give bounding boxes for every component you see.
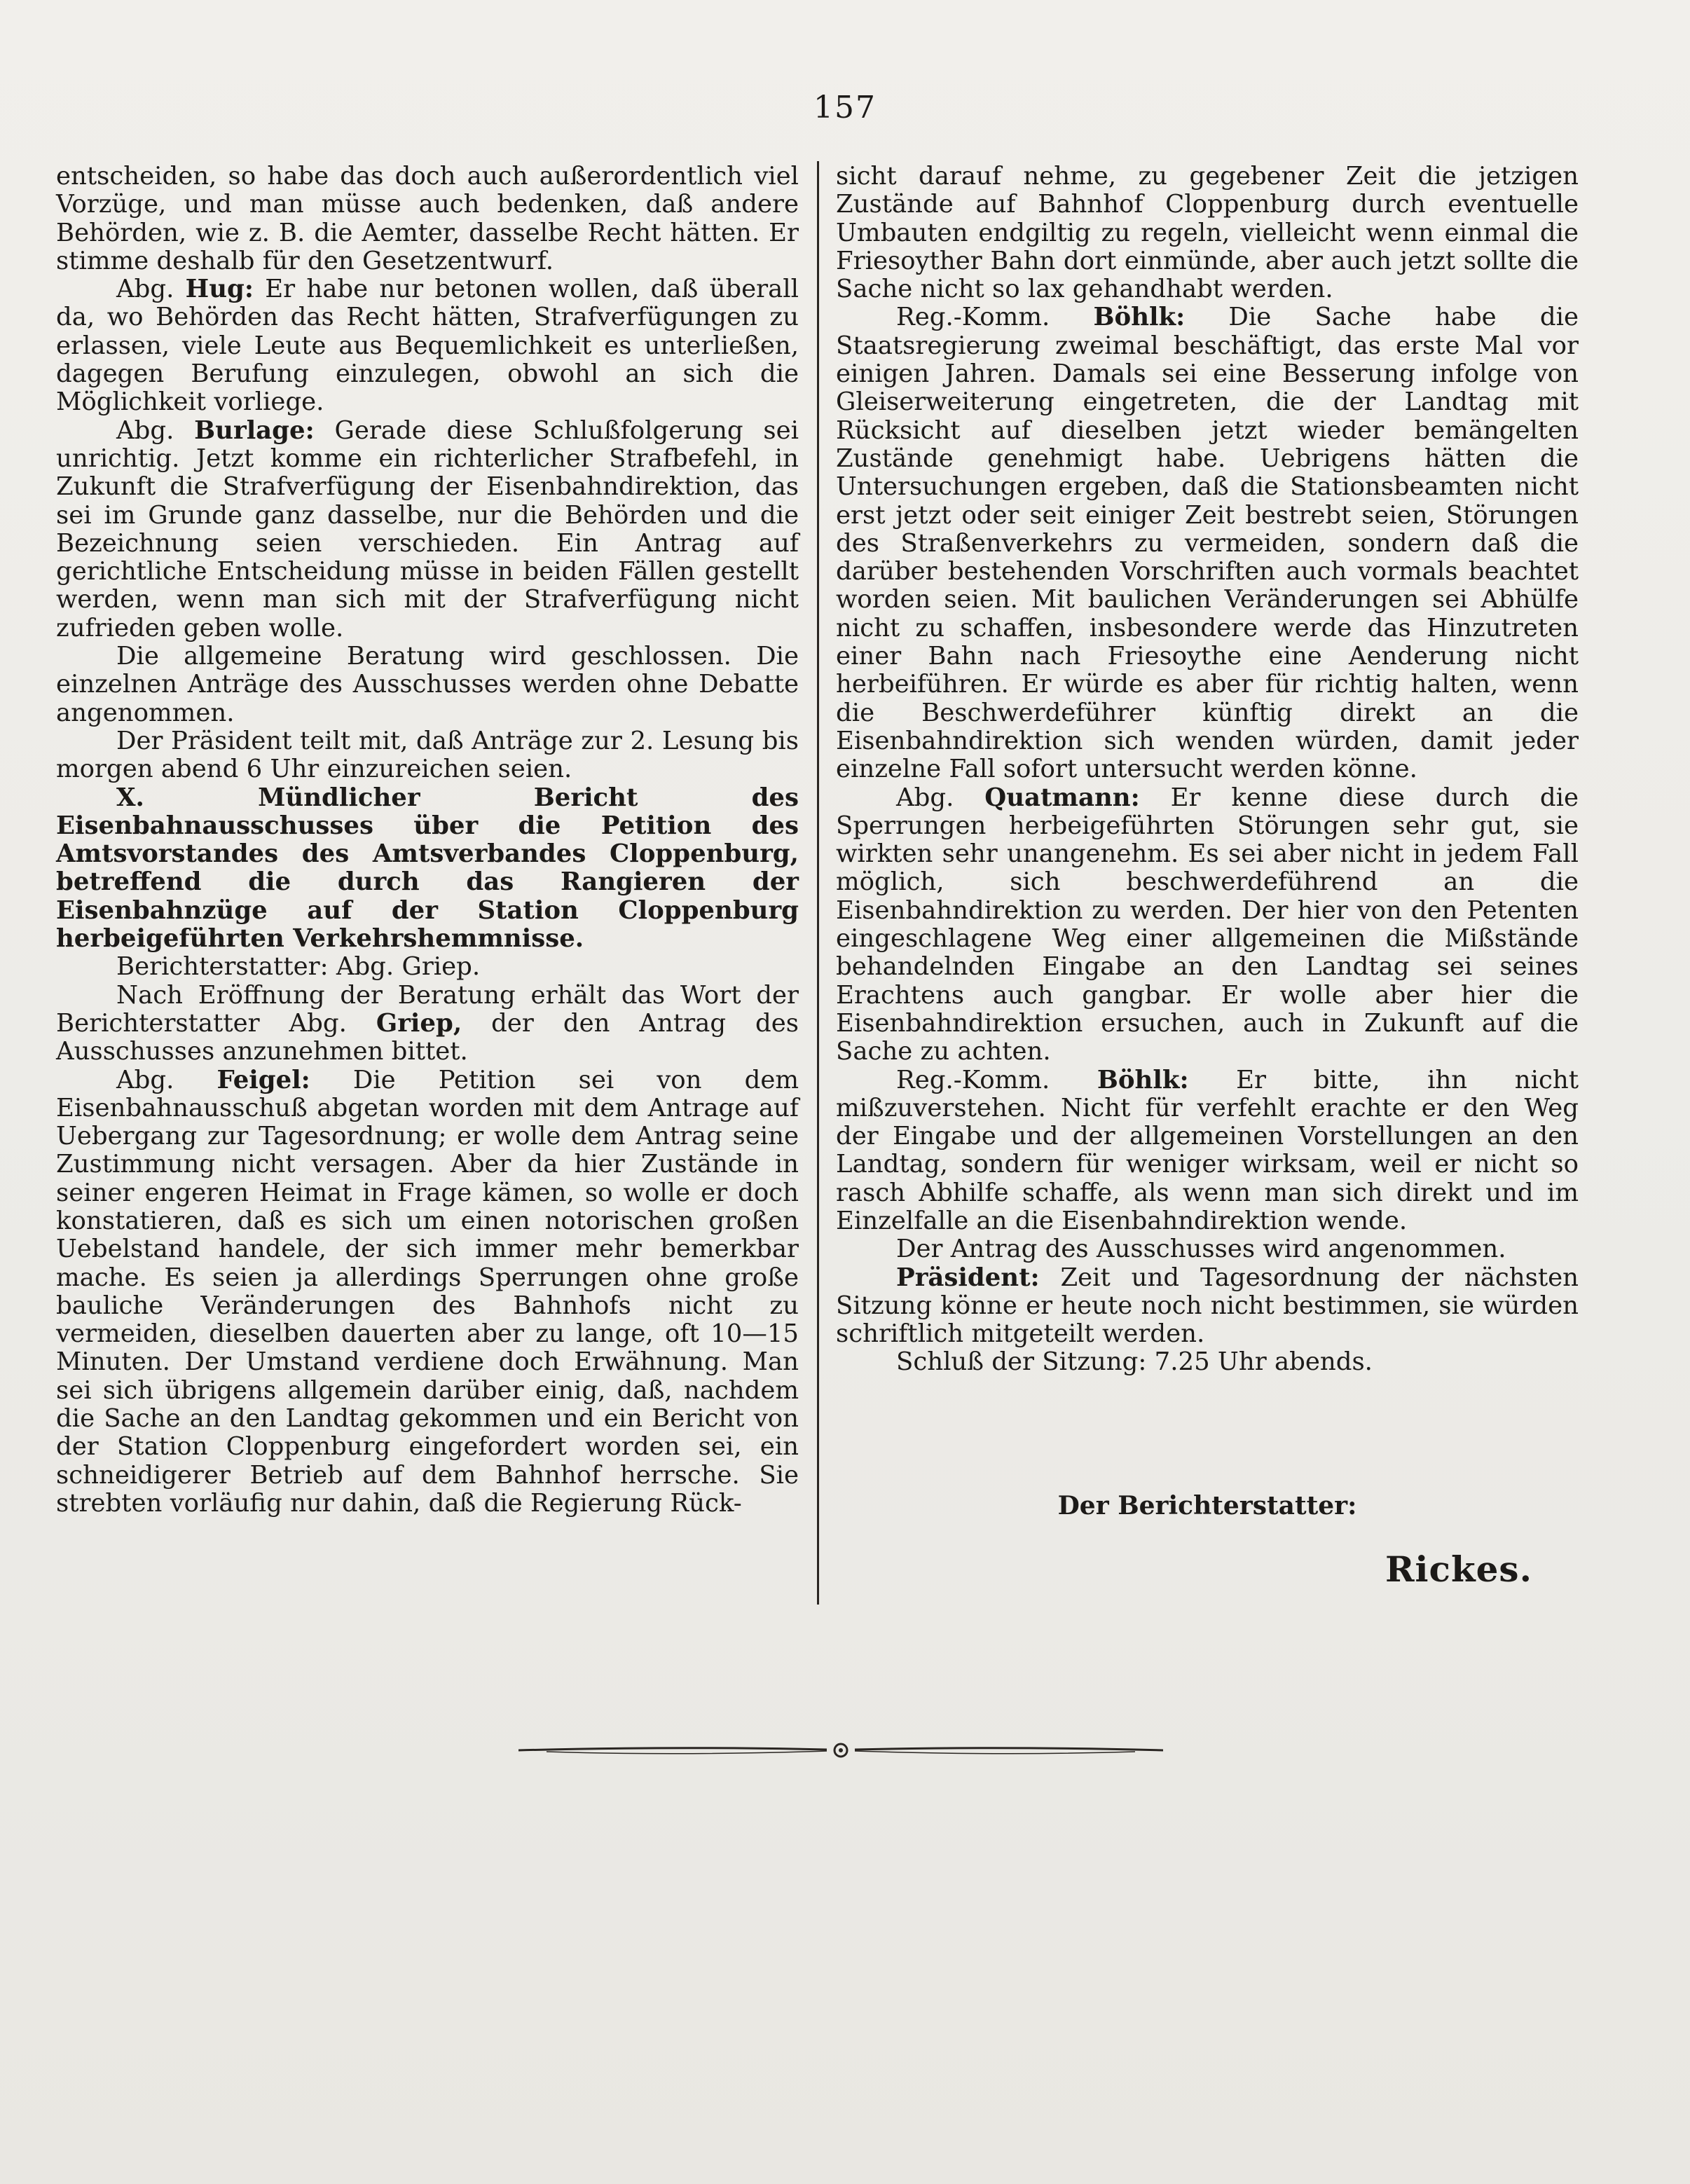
paragraph: Der Antrag des Ausschusses wird angenommen. (896, 1235, 1506, 1264)
paragraph: Die allgemeine Beratung wird geschlossen. Die einzelnen Anträge des Ausschusses werden ohne Debatte angenommen. (56, 642, 799, 727)
paragraph: Der Präsident teilt mit, daß Anträge zur 2. Lesung bis morgen abend 6 Uhr einzureichen seien. (56, 726, 799, 784)
paragraph: Schluß der Sitzung: 7.25 Uhr abends. (896, 1347, 1373, 1377)
paragraph-text: Er habe nur betonen wollen, daß überall da, wo Behörden das Recht hätten, Strafverfügungen zu erlassen, viele Leute aus Bequemlichkeit es unterließen, dagegen Berufung einzulegen, obwohl an sich die Möglichkeit vorliege. (56, 275, 799, 417)
paragraph-text: Er bitte, ihn nicht mißzuverstehen. Nicht für verfehlt erachte er den Weg der Eingabe und der allgemeinen Vorstellungen an den Landtag, sondern für weniger wirksam, weil er nicht so rasch Abhilfe schaffe, als wenn man sich direkt und im Einzelfalle an die Eisenbahndirektion wende. (836, 1065, 1579, 1235)
speaker-name: Burlage: (194, 415, 315, 445)
signature-title: Der Berichterstatter: (1057, 1491, 1357, 1520)
paragraph (836, 784, 1579, 1066)
speaker-name: Böhlk: (1097, 1065, 1189, 1094)
speaker-prefix: Abg. (116, 1065, 217, 1094)
paragraph (56, 982, 799, 1066)
section-heading: X. Mündlicher Bericht des Eisenbahnausschusses über die Petition des Amtsvorstandes des Amtsverbandes Cloppenburg, betreffend die durch das Rangieren der Eisenbahnzüge auf der Station Cloppenburg herbeigeführten Verkehrshemmnisse. (56, 783, 799, 954)
paragraph-text: der den Antrag des Ausschusses anzunehmen bittet. (56, 1008, 799, 1066)
paragraph: sicht darauf nehme, zu gegebener Zeit die jetzigen Zustände auf Bahnhof Cloppenburg durch eventuelle Umbauten endgiltig zu regeln, vielleicht wenn einmal die Friesoyther Bahn dort einmünde, aber auch jetzt sollte die Sache nicht so lax gehandhabt werden. (836, 162, 1579, 304)
paragraph (56, 275, 799, 416)
ornament-divider (518, 1736, 1163, 1764)
paragraph: entscheiden, so habe das doch auch außerordentlich viel Vorzüge, und man müsse auch bedenken, daß andere Behörden, wie z. B. die Aemter, dasselbe Recht hätten. Er stimme deshalb für den Gesetzentwurf. (56, 162, 799, 275)
column-divider (817, 161, 819, 1605)
paragraph (836, 1264, 1579, 1349)
page-number: 157 (813, 90, 877, 125)
paragraph (836, 303, 1579, 783)
left-text-column (56, 163, 799, 1518)
speaker-name: Böhlk: (1093, 303, 1186, 332)
paragraph (56, 417, 799, 643)
paragraph: Berichterstatter: Abg. Griep. (116, 952, 481, 982)
speaker-name: Hug: (185, 275, 254, 304)
speaker-prefix: Reg.-Komm. (896, 1065, 1097, 1094)
paragraph-text: Er kenne diese durch die Sperrungen herbeigeführten Störungen sehr gut, sie wirkten sehr unangenehm. Es sei aber nicht in jedem Fall möglich, sich beschwerdeführend an die Eisenbahndirektion zu werden. Der hier von den Petenten eingeschlagene Weg einer allgemeinen die Mißstände behandelnden Eingabe an den Landtag sei seines Erachtens auch gangbar. Er wolle aber hier die Eisenbahndirektion ersuchen, auch in Zukunft auf die Sache zu achten. (836, 783, 1579, 1066)
speaker-prefix: Reg.-Komm. (896, 303, 1094, 332)
paragraph-text: Die Petition sei von dem Eisenbahnausschuß abgetan worden mit dem Antrage auf Uebergang zur Tagesordnung; er wolle dem Antrag seine Zustimmung nicht versagen. Aber da hier Zustände in seiner engeren Heimat in Frage kämen, so wolle er doch konstatieren, daß es sich um einen notorischen großen Uebelstand handele, der sich immer mehr bemerkbar mache. Es seien ja allerdings Sperrungen ohne große bauliche Veränderungen des Bahnhofs nicht zu vermeiden, dieselben dauerten aber zu lange, oft 10—15 Minuten. Der Umstand verdiene doch Erwähnung. Man sei sich übrigens allgemein darüber einig, daß, nachdem die Sache an den Landtag gekommen und ein Bericht von der Station Cloppenburg eingefordert worden sei, ein schneidigerer Betrieb auf dem Bahnhof herrsche. Sie strebten vorläufig nur dahin, daß die Regierung Rück- (56, 1065, 799, 1518)
paragraph-text: Die Sache habe die Staatsregierung zweimal beschäftigt, das erste Mal vor einigen Jahren. Damals sei eine Besserung infolge von Gleiserweiterung eingetreten, die der Landtag mit Rücksicht auf dieselben jetzt wieder bemängelten Zustände genehmigt habe. Uebrigens hätten die Untersuchungen ergeben, daß die Stationsbeamten nicht erst jetzt oder seit einiger Zeit bestrebt seien, Störungen des Straßenverkehrs zu vermeiden, sondern daß die darüber bestehenden Vorschriften auch vormals beachtet worden seien. Mit baulichen Veränderungen sei Abhülfe nicht zu schaffen, insbesondere werde das Hinzutreten einer Bahn nach Friesoythe eine Aenderung nicht herbeiführen. Er würde es aber für richtig halten, wenn die Beschwerdeführer künftig direkt an die Eisenbahndirektion sich wenden würden, damit jeder einzelne Fall sofort untersucht werden könne. (836, 303, 1579, 784)
speaker-name: Quatmann: (984, 783, 1140, 812)
paragraph (836, 1066, 1579, 1236)
speaker-prefix: Abg. (116, 275, 186, 304)
paragraph (56, 1066, 799, 1518)
speaker-name: Präsident: (896, 1263, 1040, 1292)
paragraph-text: Gerade diese Schlußfolgerung sei unrichtig. Jetzt komme ein richterlicher Strafbefehl, in Zukunft die Strafverfügung der Eisenbahndirektion, das sei im Grunde ganz dasselbe, nur die Behörden und die Bezeichnung seien verschieden. Ein Antrag auf gerichtliche Entscheidung müsse in beiden Fällen gestellt werden, wenn man sich mit der Strafverfügung nicht zufrieden geben wolle. (56, 415, 799, 643)
signature-name: Rickes. (1385, 1548, 1532, 1590)
speaker-name: Feigel: (217, 1065, 310, 1094)
speaker-prefix: Abg. (116, 415, 195, 445)
speaker-prefix: Nach Eröffnung der Beratung erhält das Wort der Berichterstatter Abg. (56, 980, 799, 1038)
speaker-name: Griep, (376, 1008, 462, 1038)
right-text-column (836, 163, 1579, 1377)
paragraph-text: Zeit und Tagesordnung der nächsten Sitzung könne er heute noch nicht bestimmen, sie würden schriftlich mitgeteilt werden. (836, 1263, 1579, 1349)
speaker-prefix: Abg. (896, 783, 985, 812)
